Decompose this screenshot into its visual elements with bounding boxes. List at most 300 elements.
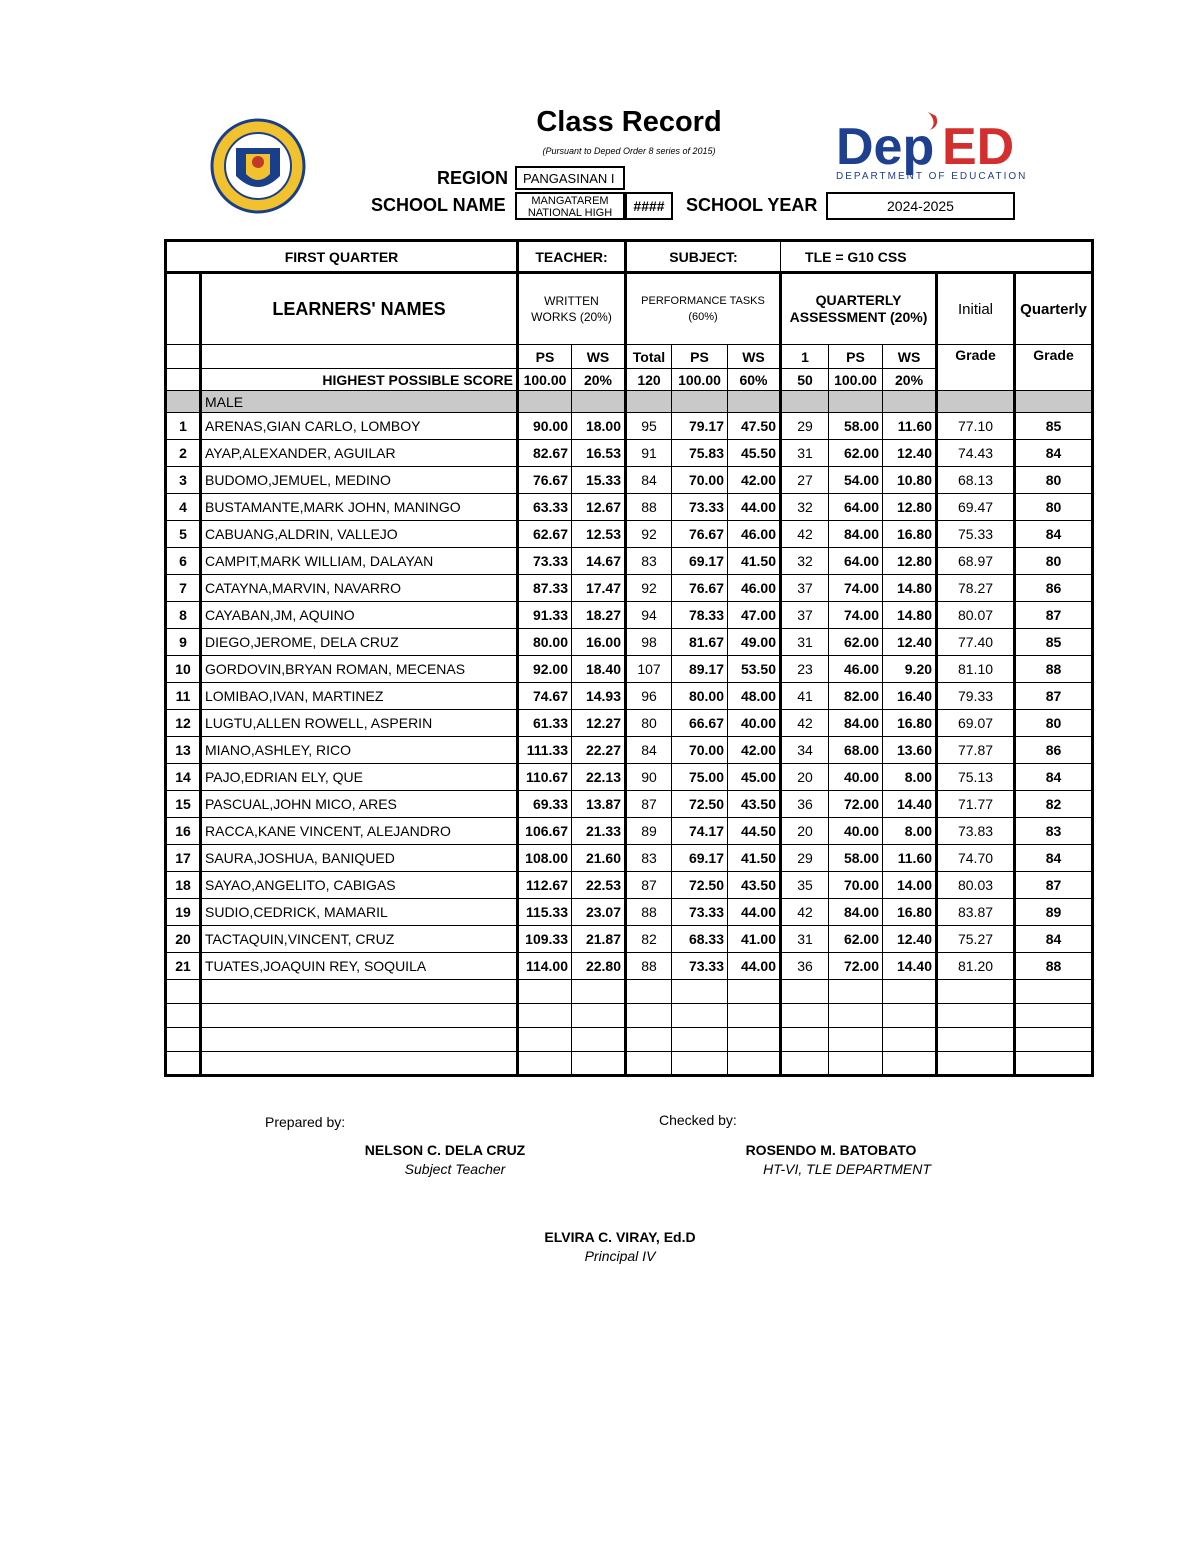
qa-ps: 74.00 <box>829 575 883 602</box>
learner-name: CAYABAN,JM, AQUINO <box>201 602 518 629</box>
qa-score: 41 <box>781 683 829 710</box>
qa-ws: 14.80 <box>883 575 937 602</box>
initial-grade: 83.87 <box>937 899 1015 926</box>
pt-total: 89 <box>626 818 672 845</box>
pt-ws: 41.50 <box>728 845 781 872</box>
ww-ps: 73.33 <box>518 548 572 575</box>
learner-row <box>166 872 1093 899</box>
pt-ws: 44.00 <box>728 899 781 926</box>
ww-ws: 12.53 <box>572 521 626 548</box>
qa-ps: 72.00 <box>829 953 883 980</box>
region-field: PANGASINAN I <box>515 166 625 190</box>
quarterly-grade: 86 <box>1015 575 1093 602</box>
pt-ps: 78.33 <box>672 602 728 629</box>
qa-score <box>781 1052 829 1076</box>
qa-ps: 64.00 <box>829 494 883 521</box>
learner-name: CABUANG,ALDRIN, VALLEJO <box>201 521 518 548</box>
ww-ps: 110.67 <box>518 764 572 791</box>
qa-score <box>781 1004 829 1028</box>
qa-score: 23 <box>781 656 829 683</box>
qa-ws: 10.80 <box>883 467 937 494</box>
pt-total <box>626 1004 672 1028</box>
initial-grade: 74.70 <box>937 845 1015 872</box>
pt-ws: 48.00 <box>728 683 781 710</box>
hps-label: HIGHEST POSSIBLE SCORE <box>201 369 518 391</box>
ww-ps: 92.00 <box>518 656 572 683</box>
qa-ws: 14.00 <box>883 872 937 899</box>
ww-ps: 106.67 <box>518 818 572 845</box>
hps-ww-ws: 20% <box>572 369 626 391</box>
pt-ws <box>728 980 781 1004</box>
blank-cell <box>572 391 626 413</box>
quarterly-grade: 86 <box>1015 737 1093 764</box>
hps-pt-ps: 100.00 <box>672 369 728 391</box>
learner-name: GORDOVIN,BRYAN ROMAN, MECENAS <box>201 656 518 683</box>
learner-row <box>166 737 1093 764</box>
learner-name: LOMIBAO,IVAN, MARTINEZ <box>201 683 518 710</box>
blank-row <box>166 980 1093 1004</box>
qa-score: 37 <box>781 602 829 629</box>
pt-total: 96 <box>626 683 672 710</box>
blank-cell <box>672 391 728 413</box>
ww-ws: 18.40 <box>572 656 626 683</box>
quarterly-grade: 80 <box>1015 467 1093 494</box>
ww-ps: 114.00 <box>518 953 572 980</box>
pt-ps: 69.17 <box>672 845 728 872</box>
qa-score: 20 <box>781 764 829 791</box>
page-title: Class Record <box>536 106 722 138</box>
learner-name: SAYAO,ANGELITO, CABIGAS <box>201 872 518 899</box>
learner-row <box>166 521 1093 548</box>
blank-cell <box>1015 391 1093 413</box>
pt-ps: 74.17 <box>672 818 728 845</box>
hps-ww-ps: 100.00 <box>518 369 572 391</box>
pt-ps: 73.33 <box>672 494 728 521</box>
learner-row <box>166 791 1093 818</box>
initial-grade: 69.47 <box>937 494 1015 521</box>
blank-cell <box>166 345 201 369</box>
ww-ws: 22.53 <box>572 872 626 899</box>
quarterly-assessment-header: QUARTERLY ASSESSMENT (20%) <box>781 273 937 345</box>
qa-score: 27 <box>781 467 829 494</box>
pt-ws: 40.00 <box>728 710 781 737</box>
pt-ps-header: PS <box>672 345 728 369</box>
region-label: REGION <box>437 168 509 188</box>
svg-text:ED: ED <box>942 118 1015 176</box>
quarterly-grade <box>1015 980 1093 1004</box>
qa-score: 34 <box>781 737 829 764</box>
pt-total: 83 <box>626 845 672 872</box>
qa-ws: 12.80 <box>883 548 937 575</box>
initial-grade: 69.07 <box>937 710 1015 737</box>
learner-name: SUDIO,CEDRICK, MAMARIL <box>201 899 518 926</box>
initial-grade: 79.33 <box>937 683 1015 710</box>
qa-ws: 12.40 <box>883 440 937 467</box>
ww-ws: 21.87 <box>572 926 626 953</box>
initial-grade: 77.87 <box>937 737 1015 764</box>
quarterly-grade: 85 <box>1015 413 1093 440</box>
qa-ps: 58.00 <box>829 845 883 872</box>
initial-grade: 81.10 <box>937 656 1015 683</box>
qa-ps: 40.00 <box>829 764 883 791</box>
qa-ps <box>829 980 883 1004</box>
learner-row <box>166 899 1093 926</box>
pt-total: 84 <box>626 737 672 764</box>
row-number: 7 <box>166 575 201 602</box>
ww-ps <box>518 980 572 1004</box>
qa-ps: 82.00 <box>829 683 883 710</box>
quarterly-grade: 84 <box>1015 440 1093 467</box>
pt-ws: 44.00 <box>728 953 781 980</box>
svg-text:Dep: Dep <box>836 118 935 176</box>
ww-ws: 16.00 <box>572 629 626 656</box>
header-row-subcolumns <box>166 345 1093 369</box>
blank-cell <box>728 391 781 413</box>
qa-ps: 84.00 <box>829 521 883 548</box>
qa-ws <box>883 1004 937 1028</box>
learner-name: AYAP,ALEXANDER, AGUILAR <box>201 440 518 467</box>
learner-name: PAJO,EDRIAN ELY, QUE <box>201 764 518 791</box>
qa-ws: 13.60 <box>883 737 937 764</box>
ww-ws: 12.27 <box>572 710 626 737</box>
pt-ps <box>672 1052 728 1076</box>
ww-ps: 61.33 <box>518 710 572 737</box>
ww-ps: 111.33 <box>518 737 572 764</box>
qa-score: 31 <box>781 926 829 953</box>
qa-score <box>781 980 829 1004</box>
row-number: 6 <box>166 548 201 575</box>
row-number: 2 <box>166 440 201 467</box>
teacher-label-cell: TEACHER: <box>518 241 626 273</box>
pt-total: 87 <box>626 872 672 899</box>
principal-title: Principal IV <box>584 1248 656 1264</box>
pt-total: 107 <box>626 656 672 683</box>
quarterly-grade: 84 <box>1015 926 1093 953</box>
blank-row <box>166 1028 1093 1052</box>
qa-ps: 62.00 <box>829 629 883 656</box>
row-number: 3 <box>166 467 201 494</box>
pt-ps: 75.83 <box>672 440 728 467</box>
initial-grade: 68.97 <box>937 548 1015 575</box>
blank-cell <box>166 273 201 345</box>
hps-pt-ws: 60% <box>728 369 781 391</box>
pt-total-header: Total <box>626 345 672 369</box>
learner-row <box>166 953 1093 980</box>
row-number: 4 <box>166 494 201 521</box>
learner-row <box>166 467 1093 494</box>
checked-by-title: HT-VI, TLE DEPARTMENT <box>763 1161 931 1177</box>
initial-grade <box>937 980 1015 1004</box>
prepared-by-title: Subject Teacher <box>404 1161 506 1177</box>
pt-ps <box>672 980 728 1004</box>
initial-grade: 68.13 <box>937 467 1015 494</box>
blank-cell <box>166 369 201 391</box>
quarterly-grade: 83 <box>1015 818 1093 845</box>
pt-total <box>626 1028 672 1052</box>
row-number <box>166 980 201 1004</box>
quarter-cell: FIRST QUARTER <box>166 241 518 273</box>
qa-ws: 14.40 <box>883 953 937 980</box>
learner-name: LUGTU,ALLEN ROWELL, ASPERIN <box>201 710 518 737</box>
learner-row <box>166 683 1093 710</box>
learner-name <box>201 980 518 1004</box>
ww-ws: 16.53 <box>572 440 626 467</box>
qa-ws: 14.80 <box>883 602 937 629</box>
pt-ps: 73.33 <box>672 953 728 980</box>
ww-ps <box>518 1028 572 1052</box>
pt-ps: 72.50 <box>672 791 728 818</box>
ww-ps <box>518 1052 572 1076</box>
initial-grade-label: Grade <box>937 345 1015 391</box>
qa-ps: 64.00 <box>829 548 883 575</box>
group-label-male: MALE <box>201 391 518 413</box>
pt-total: 88 <box>626 953 672 980</box>
pt-ps: 70.00 <box>672 737 728 764</box>
ww-ws <box>572 980 626 1004</box>
pt-total: 88 <box>626 899 672 926</box>
pt-ws: 42.00 <box>728 737 781 764</box>
qa-ps: 62.00 <box>829 440 883 467</box>
written-works-header: WRITTEN WORKS (20%) <box>518 273 626 345</box>
quarterly-grade: 88 <box>1015 656 1093 683</box>
pt-ws: 41.50 <box>728 548 781 575</box>
quarterly-grade <box>1015 1052 1093 1076</box>
learner-name: ARENAS,GIAN CARLO, LOMBOY <box>201 413 518 440</box>
pt-total: 98 <box>626 629 672 656</box>
row-number: 18 <box>166 872 201 899</box>
qa-score <box>781 1028 829 1052</box>
school-name-field <box>515 192 625 220</box>
blank-cell <box>829 391 883 413</box>
row-number: 17 <box>166 845 201 872</box>
ww-ws <box>572 1004 626 1028</box>
qa-ws: 12.40 <box>883 926 937 953</box>
ww-ws: 17.47 <box>572 575 626 602</box>
row-number <box>166 1004 201 1028</box>
qa-score: 31 <box>781 629 829 656</box>
initial-grade: 77.40 <box>937 629 1015 656</box>
qa-ps <box>829 1004 883 1028</box>
qa-ps: 58.00 <box>829 413 883 440</box>
learner-name: MIANO,ASHLEY, RICO <box>201 737 518 764</box>
ww-ps-header: PS <box>518 345 572 369</box>
learner-name: RACCA,KANE VINCENT, ALEJANDRO <box>201 818 518 845</box>
qa-ws <box>883 980 937 1004</box>
quarterly-grade: 88 <box>1015 953 1093 980</box>
learner-row <box>166 710 1093 737</box>
svg-text:DEPARTMENT OF EDUCATION: DEPARTMENT OF EDUCATION <box>836 171 1028 182</box>
learner-name: BUSTAMANTE,MARK JOHN, MANINGO <box>201 494 518 521</box>
school-id-field: #### <box>625 192 673 220</box>
pt-ws: 41.00 <box>728 926 781 953</box>
ww-ws: 22.27 <box>572 737 626 764</box>
ww-ps: 82.67 <box>518 440 572 467</box>
initial-grade: 74.43 <box>937 440 1015 467</box>
pt-total: 95 <box>626 413 672 440</box>
qa-ws: 11.60 <box>883 413 937 440</box>
initial-grade: 73.83 <box>937 818 1015 845</box>
pt-ws <box>728 1004 781 1028</box>
quarterly-grade-header: Quarterly <box>1015 273 1093 345</box>
principal-name: ELVIRA C. VIRAY, Ed.D <box>544 1229 696 1245</box>
quarterly-grade: 84 <box>1015 521 1093 548</box>
ww-ws: 21.60 <box>572 845 626 872</box>
school-year-label: SCHOOL YEAR <box>686 195 818 215</box>
pt-ws: 47.00 <box>728 602 781 629</box>
qa-score: 29 <box>781 845 829 872</box>
school-name-line-2: NATIONAL HIGH <box>527 207 613 219</box>
pt-total: 84 <box>626 467 672 494</box>
ww-ps: 62.67 <box>518 521 572 548</box>
pt-ws: 49.00 <box>728 629 781 656</box>
class-record-table <box>164 239 1094 1077</box>
qa-ps <box>829 1052 883 1076</box>
learner-row <box>166 818 1093 845</box>
pt-ws: 45.50 <box>728 440 781 467</box>
quarterly-grade <box>1015 1028 1093 1052</box>
initial-grade: 80.07 <box>937 602 1015 629</box>
group-row-male <box>166 391 1093 413</box>
pt-ws: 43.50 <box>728 872 781 899</box>
hps-pt-total: 120 <box>626 369 672 391</box>
row-number: 12 <box>166 710 201 737</box>
row-number: 10 <box>166 656 201 683</box>
learner-row <box>166 575 1093 602</box>
deped-wordmark-logo <box>832 108 1054 182</box>
learner-row <box>166 764 1093 791</box>
learner-row <box>166 440 1093 467</box>
prepared-by-name: NELSON C. DELA CRUZ <box>364 1142 526 1158</box>
qa-score: 35 <box>781 872 829 899</box>
subject-label-cell: SUBJECT: <box>626 241 781 273</box>
learner-name: TACTAQUIN,VINCENT, CRUZ <box>201 926 518 953</box>
ww-ws: 13.87 <box>572 791 626 818</box>
blank-cell <box>201 345 518 369</box>
qa-ws: 12.40 <box>883 629 937 656</box>
initial-grade: 81.20 <box>937 953 1015 980</box>
quarterly-grade: 87 <box>1015 872 1093 899</box>
initial-grade: 77.10 <box>937 413 1015 440</box>
ww-ps: 69.33 <box>518 791 572 818</box>
ww-ps: 112.67 <box>518 872 572 899</box>
learner-name: TUATES,JOAQUIN REY, SOQUILA <box>201 953 518 980</box>
qa-score: 42 <box>781 710 829 737</box>
qa-score: 32 <box>781 548 829 575</box>
ww-ps: 109.33 <box>518 926 572 953</box>
pt-ws: 47.50 <box>728 413 781 440</box>
learner-name: BUDOMO,JEMUEL, MEDINO <box>201 467 518 494</box>
ww-ps: 76.67 <box>518 467 572 494</box>
school-name-label: SCHOOL NAME <box>371 195 506 215</box>
header-row-categories <box>166 273 1093 345</box>
blank-cell <box>518 391 572 413</box>
qa-ps: 72.00 <box>829 791 883 818</box>
pt-ps: 72.50 <box>672 872 728 899</box>
checked-by-label: Checked by: <box>659 1112 737 1128</box>
ww-ws: 22.80 <box>572 953 626 980</box>
ww-ps: 87.33 <box>518 575 572 602</box>
blank-row <box>166 1052 1093 1076</box>
pt-ps: 81.67 <box>672 629 728 656</box>
quarterly-grade: 87 <box>1015 602 1093 629</box>
learner-row <box>166 494 1093 521</box>
learners-names-header: LEARNERS' NAMES <box>201 273 518 345</box>
ww-ps: 74.67 <box>518 683 572 710</box>
ww-ws: 18.00 <box>572 413 626 440</box>
qa-score: 36 <box>781 791 829 818</box>
initial-grade: 78.27 <box>937 575 1015 602</box>
ww-ps: 91.33 <box>518 602 572 629</box>
ww-ws <box>572 1028 626 1052</box>
row-number: 8 <box>166 602 201 629</box>
ww-ws <box>572 1052 626 1076</box>
qa-ws <box>883 1052 937 1076</box>
learner-name: CAMPIT,MARK WILLIAM, DALAYAN <box>201 548 518 575</box>
blank-cell <box>937 391 1015 413</box>
pt-total: 92 <box>626 575 672 602</box>
pt-ws <box>728 1052 781 1076</box>
qa-ws: 16.80 <box>883 899 937 926</box>
pt-total: 88 <box>626 494 672 521</box>
blank-row <box>166 1004 1093 1028</box>
learner-row <box>166 413 1093 440</box>
hps-qa-ps: 100.00 <box>829 369 883 391</box>
quarterly-grade: 87 <box>1015 683 1093 710</box>
hps-qa-ws: 20% <box>883 369 937 391</box>
row-number <box>166 1028 201 1052</box>
qa-ws: 16.80 <box>883 710 937 737</box>
ww-ps: 90.00 <box>518 413 572 440</box>
quarterly-grade: 85 <box>1015 629 1093 656</box>
hps-qa-one: 50 <box>781 369 829 391</box>
pt-total: 90 <box>626 764 672 791</box>
qa-ps: 62.00 <box>829 926 883 953</box>
pt-ps: 66.67 <box>672 710 728 737</box>
ww-ps: 63.33 <box>518 494 572 521</box>
quarterly-grade <box>1015 1004 1093 1028</box>
learner-name: SAURA,JOSHUA, BANIQUED <box>201 845 518 872</box>
checked-by-name: ROSENDO M. BATOBATO <box>745 1142 917 1158</box>
row-number: 11 <box>166 683 201 710</box>
learner-row <box>166 548 1093 575</box>
qa-ws: 14.40 <box>883 791 937 818</box>
row-number: 1 <box>166 413 201 440</box>
pt-total <box>626 980 672 1004</box>
ww-ws: 14.67 <box>572 548 626 575</box>
pt-ws <box>728 1028 781 1052</box>
pt-ps: 70.00 <box>672 467 728 494</box>
initial-grade-header: Initial <box>937 273 1015 345</box>
row-number: 13 <box>166 737 201 764</box>
ww-ws: 12.67 <box>572 494 626 521</box>
initial-grade: 71.77 <box>937 791 1015 818</box>
qa-ps: 40.00 <box>829 818 883 845</box>
ww-ps <box>518 1004 572 1028</box>
learner-name <box>201 1004 518 1028</box>
learner-row <box>166 845 1093 872</box>
learner-name <box>201 1028 518 1052</box>
learner-row <box>166 656 1093 683</box>
row-number: 21 <box>166 953 201 980</box>
pt-total: 80 <box>626 710 672 737</box>
quarterly-grade: 80 <box>1015 548 1093 575</box>
qa-ws <box>883 1028 937 1052</box>
blank-cell <box>883 391 937 413</box>
pt-total: 87 <box>626 791 672 818</box>
learner-row <box>166 602 1093 629</box>
performance-tasks-header: PERFORMANCE TASKS (60%) <box>626 273 781 345</box>
subject-value-cell: TLE = G10 CSS <box>781 241 1093 273</box>
